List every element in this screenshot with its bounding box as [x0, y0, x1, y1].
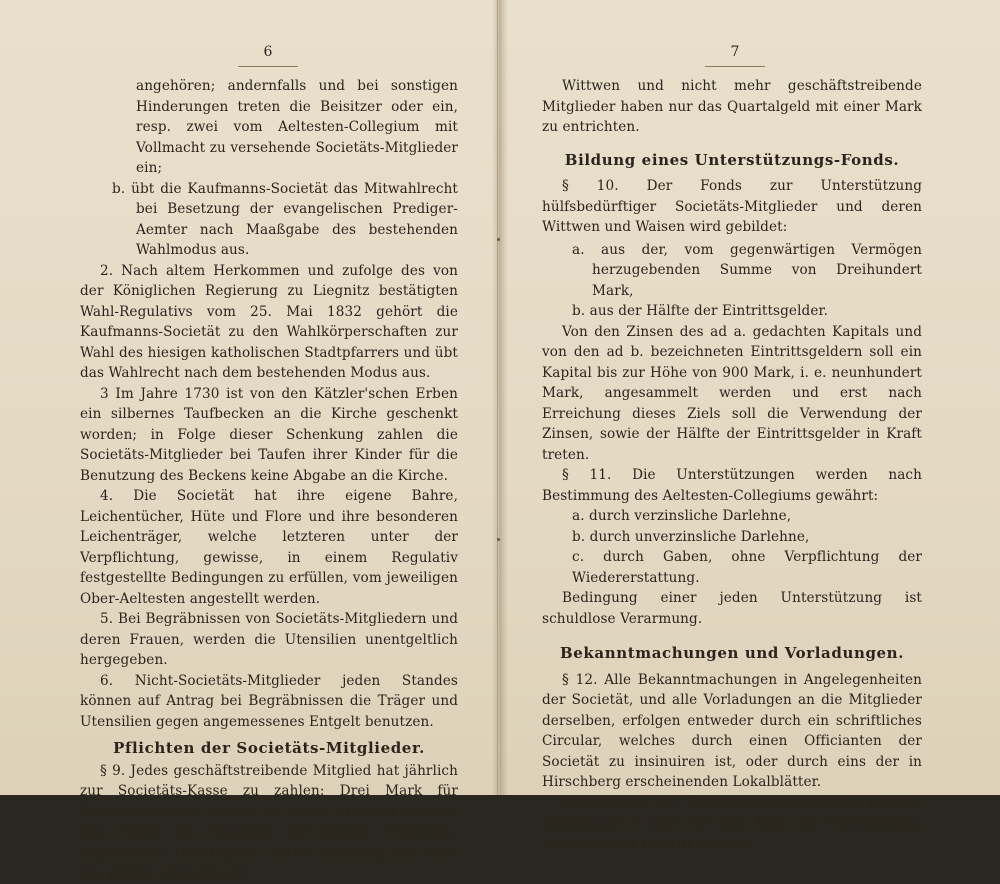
paragraph-continuation: angehören; andernfalls und bei sonstigen Hinderungen treten die Beisitzer oder ein, resp. zwei vom Aeltesten-Collegium mit Vollmacht zu versehende Societäts-Mitglieder ein;: [136, 78, 458, 176]
paragraph-5: 5. Bei Begräbnissen von Societäts-Mitgliedern und deren Frauen, werden die Utensilien unentgeltlich hergegeben.: [80, 611, 458, 668]
paragraph-3: 3 Im Jahre 1730 ist von den Kätzler'schen Erben ein silbernes Taufbecken an die Kirche geschenkt worden; in Folge dieser Schenkung zahlen die Societäts-Mitglieder bei Taufen ihrer Kinder für die Benutzung des Beckens keine Abgabe an die Kirche.: [80, 385, 458, 484]
paragraph-4: 4. Die Societät hat ihre eigene Bahre, Leichentücher, Hüte und Flore und ihre besonderen Leichenträger, welche letzteren unter der Verpflichtung, gewisse, in einem Regulativ festgestellte Bedingungen zu erfüllen, vom jeweiligen Ober-Aeltesten angestellt werden.: [80, 488, 458, 607]
section-10-continuation: Von den Zinsen des ad a. gedachten Kapitals und von den ad b. bezeichneten Eintrittsgeldern soll ein Kapital bis zur Höhe von 900 Mark, i. e. neunhundert Mark, angesammelt werden und erst nach Erreichung dieses Ziels soll die Verwendung der Zinsen, sowie der Hälfte der Eintrittsgelder in Kraft treten.: [542, 323, 922, 463]
section-9: § 9. Jedes geschäftstreibende Mitglied hat jährlich zur Societäts-Kasse zu zahlen: Drei Mark für Societätszwecke, welche im Januar erhoben werden, eine Mark zur Deckung der kleinen Unkosten, sogenanntes Quartalgeld, deren Erhebung am Ende des Jahres erfolgen soll.: [80, 762, 458, 881]
page-number-left: 6: [238, 44, 298, 67]
left-page: [0, 0, 498, 881]
section-11-continuation: Bedingung einer jeden Unterstützung ist schuldlose Verarmung.: [542, 590, 922, 627]
right-page: [500, 0, 1000, 852]
section-11-item: b. durch unverzinsliche Darlehne,: [572, 528, 810, 545]
section-10-item-b: b. aus der Hälfte der Eintrittsgelder.: [572, 303, 829, 319]
left-page-body: [80, 76, 458, 884]
binding-stitch: [497, 538, 500, 541]
right-page-body: [542, 76, 922, 854]
section-12-continuation: Einladungen zu General-Versammlungen müssen mindestens 8 Tage vor dem Tage der Versammlung insinuirt oder inserirt werden.: [542, 794, 922, 852]
section-10-item-a: a. aus der, vom gegenwärtigen Vermögen herzugebenden Summe von Dreihundert Mark,: [572, 241, 922, 299]
section-11: § 11. Die Unterstützungen werden nach Bestimmung des Aeltesten-Collegiums gewährt:: [542, 467, 922, 504]
section-12: § 12. Alle Bekanntmachungen in Angelegenheiten der Societät, und alle Vorladungen an die Mitglieder derselben, erfolgen entweder durch ein schriftliches Circular, welches durch einen Officianten der Societät zu insinuiren ist, oder durch eins der in Hirschberg erscheinenden Lokalblätter.: [542, 671, 922, 790]
section-heading-announcements: Bekanntmachungen und Vorladungen.: [559, 644, 905, 662]
intro-paragraph: Wittwen und nicht mehr geschäftstreibende Mitglieder haben nur das Quartalgeld mit einer Mark zu entrichten.: [542, 78, 922, 135]
paragraph-2: 2. Nach altem Herkommen und zufolge des von der Königlichen Regierung zu Liegnitz bestätigten Wahl-Regulativs vom 25. Mai 1832 gehört die Kaufmanns-Societät zu den Wahlkörperschaften zur Wahl des hiesigen katholischen Stadtpfarrers und übt das Wahlrecht nach dem bestehenden Modus aus.: [80, 262, 458, 381]
binding-stitch: [497, 238, 500, 241]
page-number-right: 7: [705, 44, 765, 67]
book-gutter: [492, 0, 508, 795]
section-11-item: a. durch verzinsliche Darlehne,: [572, 508, 792, 524]
section-heading-duties: Pflichten der Societäts-Mitglieder.: [113, 739, 425, 757]
section-11-item: c. durch Gaben, ohne Verpflichtung der Wiedererstattung.: [572, 549, 922, 586]
section-10: § 10. Der Fonds zur Unterstützung hülfsbedürftiger Societäts-Mitglieder und deren Wittwen und Waisen wird gebildet:: [542, 178, 922, 235]
paragraph-6: 6. Nicht-Societäts-Mitglieder jeden Standes können auf Antrag bei Begräbnissen die Träger und Utensilien gegen angemessenes Entgelt benutzen.: [80, 672, 458, 730]
paragraph-item-b: b. übt die Kaufmanns-Societät das Mitwahlrecht bei Besetzung der evangelischen Prediger-Aemter nach Maaßgabe des bestehenden Wahlmodus aus.: [112, 180, 458, 258]
section-heading-fund: Bildung eines Unterstützungs-Fonds.: [564, 150, 900, 169]
